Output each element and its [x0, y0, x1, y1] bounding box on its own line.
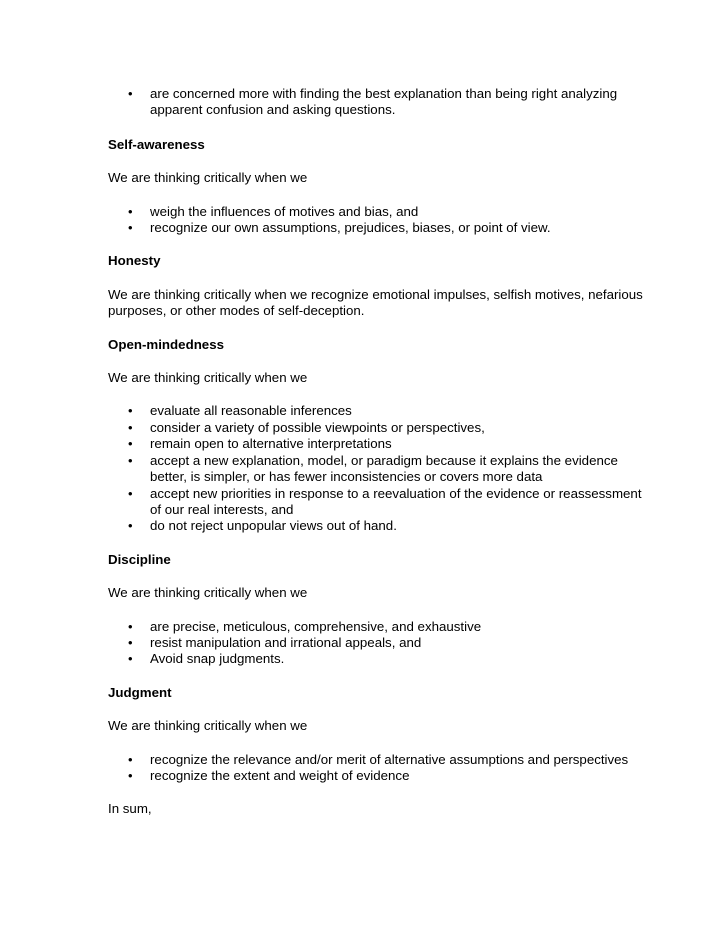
list-item-text: recognize the relevance and/or merit of alternative assumptions and perspectives [150, 751, 629, 767]
list-item [108, 518, 648, 534]
list-item-text: recognize the extent and weight of evidence [150, 767, 410, 783]
list-item-text: remain open to alternative interpretations [150, 436, 392, 452]
bullet-icon: • [128, 518, 133, 534]
section-lead: We are thinking critically when we [108, 585, 308, 601]
list-item-text: resist manipulation and irrational appeals, and [150, 634, 422, 650]
list-item-text: are precise, meticulous, comprehensive, and exhaustive [150, 618, 482, 634]
list-item [108, 420, 648, 436]
bullet-icon: • [128, 452, 133, 468]
list-item-text: accept new priorities in response to a reevaluation of the evidence or reassessment of our real interests, and [150, 485, 642, 517]
list-item [108, 220, 648, 236]
document-page [108, 86, 648, 818]
list-item [108, 204, 648, 220]
list-item-text: evaluate all reasonable inferences [150, 403, 352, 419]
bullet-icon: • [128, 403, 133, 419]
list-item [108, 619, 648, 635]
list-item-text: accept a new explanation, model, or paradigm because it explains the evidence better, is simpler, or has fewer inconsistencies or covers more data [150, 452, 618, 485]
list-item [108, 436, 648, 452]
intro-list [108, 86, 648, 119]
bullet-icon: • [128, 485, 133, 501]
section-lead: We are thinking critically when we [108, 370, 308, 386]
judgment-list [108, 752, 648, 785]
section-heading-discipline: Discipline [108, 551, 171, 567]
bullet-icon: • [128, 86, 133, 101]
section-lead: We are thinking critically when we [108, 718, 308, 734]
section-lead: We are thinking critically when we [108, 170, 308, 186]
bullet-icon: • [128, 220, 133, 236]
self-awareness-list [108, 204, 648, 237]
list-item [108, 752, 648, 768]
open-mindedness-list [108, 403, 648, 534]
list-item [108, 403, 648, 419]
section-heading-judgment: Judgment [108, 684, 172, 700]
section-heading-self-awareness: Self-awareness [108, 136, 205, 152]
list-item-text: do not reject unpopular views out of hand. [150, 518, 397, 534]
list-item-text: recognize our own assumptions, prejudices, biases, or point of view. [150, 220, 551, 236]
bullet-icon: • [128, 751, 133, 767]
bullet-icon: • [128, 618, 133, 634]
list-item [108, 453, 648, 486]
bullet-icon: • [128, 634, 133, 650]
list-item [108, 635, 648, 651]
list-item [108, 651, 648, 667]
section-body: We are thinking critically when we recognize emotional impulses, selfish motives, nefarious purposes, or other modes of self-deception. [108, 286, 643, 319]
list-item [108, 486, 648, 519]
list-item-text: Avoid snap judgments. [150, 651, 285, 667]
section-heading-open-mindedness: Open-mindedness [108, 336, 224, 352]
bullet-icon: • [128, 767, 133, 783]
closing-text: In sum, [108, 801, 152, 817]
list-item-text: consider a variety of possible viewpoints or perspectives, [150, 419, 485, 435]
list-item-text: weigh the influences of motives and bias, and [150, 203, 419, 219]
bullet-icon: • [128, 651, 133, 667]
bullet-icon: • [128, 419, 133, 435]
section-heading-honesty: Honesty [108, 253, 161, 269]
list-item-text: are concerned more with finding the best explanation than being right analyzing apparent confusion and asking questions. [150, 86, 618, 118]
bullet-icon: • [128, 436, 133, 452]
list-item [108, 768, 648, 784]
discipline-list [108, 619, 648, 668]
list-item [108, 86, 648, 119]
bullet-icon: • [128, 203, 133, 219]
